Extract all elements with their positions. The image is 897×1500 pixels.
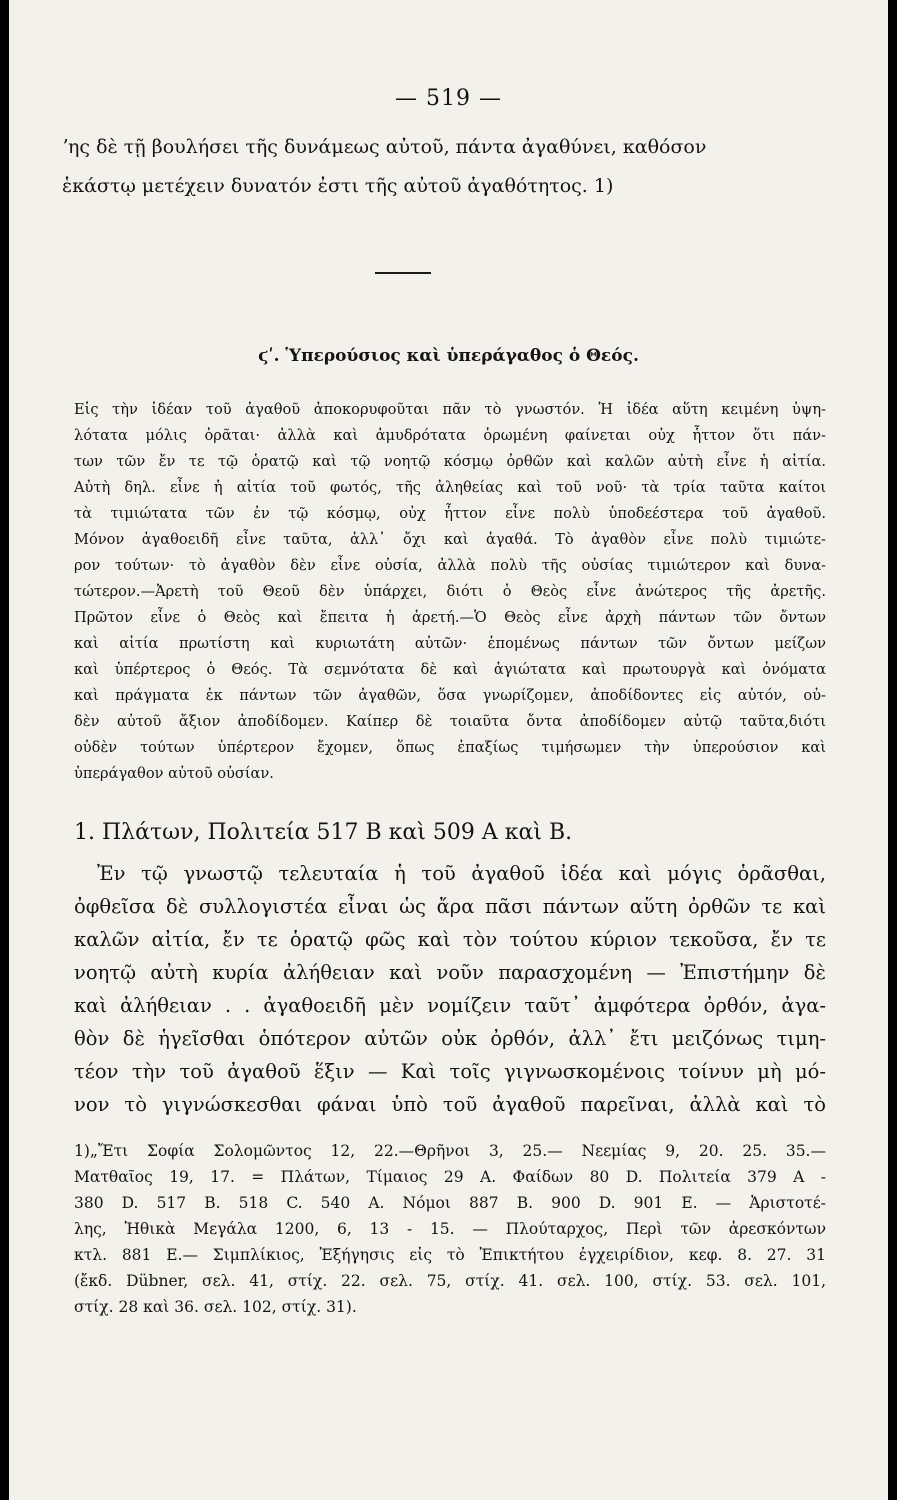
body-line: καὶ αἰτία πρωτίστη καὶ κυριωτάτη αὐτῶν· ἑπομένως πάντων τῶν ὄντων μείζων [74,635,826,652]
body-line: ὑπεράγαθον αὐτοῦ οὐσίαν. [74,765,274,782]
body-line: Μόνον ἀγαθοειδῆ εἶνε ταῦτα, ἀλλ᾽ ὄχι καὶ ἀγαθά. Τὸ ἀγαθὸν εἶνε πολὺ τιμιώτε- [74,531,826,548]
reference-line: Ματθαῖος 19, 17. = Πλάτων, Τίμαιος 29 Α. Φαίδων 80 D. Πολιτεία 379 Α - [74,1168,826,1186]
page-number: — 519 — [395,86,502,111]
quote-line: νον τὸ γιγνώσκεσθαι φάναι ὑπὸ τοῦ ἀγαθοῦ παρεῖναι, ἀλλὰ καὶ τὸ [74,1093,826,1116]
body-line: Εἰς τὴν ἰδέαν τοῦ ἀγαθοῦ ἀποκορυφοῦται πᾶν τὸ γνωστόν. Ἡ ἰδέα αὕτη κειμένη ὑψη- [74,401,826,418]
quote-line: καὶ ἀλήθειαν . . ἀγαθοειδῆ μὲν νομίζειν ταῦτ᾽ ἀμφότερα ὀρθόν, ἀγα- [74,994,826,1017]
quote-line: νοητῷ αὐτὴ κυρία ἀλήθειαν καὶ νοῦν παρασχομένη — Ἐπιστήμην δὲ [74,961,826,984]
reference-line: λης, Ἠθικὰ Μεγάλα 1200, 6, 13 - 15. — Πλούταρχος, Περὶ τῶν ἀρεσκόντων [74,1220,826,1238]
reference-line: 1)„Ἔτι Σοφία Σολομῶντος 12, 22.—Θρῆνοι 3, 25.— Νεεμίας 9, 20. 25. 35.— [74,1142,826,1160]
reference-line: στίχ. 28 καὶ 36. σελ. 102, στίχ. 31). [74,1298,357,1316]
reference-line: (ἔκδ. Dübner, σελ. 41, στίχ. 22. σελ. 75, στίχ. 41. σελ. 100, στίχ. 53. σελ. 101, [74,1272,826,1290]
body-line: τώτερον.—Ἀρετὴ τοῦ Θεοῦ δὲν ὑπάρχει, διότι ὁ Θεὸς εἶνε ἀνώτερος τῆς ἀρετῆς. [74,583,826,600]
scanned-page [9,0,888,1500]
quote-line: ὀφθεῖσα δὲ συλλογιστέα εἶναι ὡς ἄρα πᾶσι πάντων αὕτη ὀρθῶν τε καὶ [74,895,826,918]
section-divider [375,272,431,274]
body-line: τὰ τιμιώτατα τῶν ἐν τῷ κόσμῳ, οὐχ ἧττον εἶνε πολὺ ὑποδεέστερα τοῦ ἀγαθοῦ. [74,505,826,522]
body-line: δὲν αὐτοῦ ἄξιον ἀποδίδομεν. Καίπερ δὲ τοιαῦτα ὄντα ἀποδίδομεν αὐτῷ ταῦτα,διότι [74,713,826,730]
body-line: καὶ ὑπέρτερος ὁ Θεός. Τὰ σεμνότατα δὲ καὶ ἁγιώτατα καὶ πρωτουργὰ καὶ ὀνόματα [74,661,826,678]
section-heading: ϛʹ. Ὑπερούσιος καὶ ὑπεράγαθος ὁ Θεός. [258,346,639,366]
body-line: των τῶν ἔν τε τῷ ὁρατῷ καὶ τῷ νοητῷ κόσμῳ ὀρθῶν καὶ καλῶν αὐτὴ εἶνε ἡ αἰτία. [74,453,826,470]
intro-line: ἑκάστῳ μετέχειν δυνατόν ἐστι τῆς αὐτοῦ ἀγαθότητος. 1) [62,175,614,197]
body-line: Πρῶτον εἶνε ὁ Θεὸς καὶ ἔπειτα ἡ ἀρετή.—Ὁ Θεὸς εἶνε ἀρχὴ πάντων τῶν ὄντων [74,609,826,626]
quote-line: Ἐν τῷ γνωστῷ τελευταία ἡ τοῦ ἀγαθοῦ ἰδέα καὶ μόγις ὁρᾶσθαι, [97,862,826,885]
reference-line: 380 D. 517 Β. 518 C. 540 Α. Νόμοι 887 Β. 900 D. 901 Ε. — Ἀριστοτέ- [74,1194,826,1212]
body-line: ρον τούτων· τὸ ἀγαθὸν δὲν εἶνε οὐσία, ἀλλὰ πολὺ τῆς οὐσίας τιμιώτερον καὶ δυνα- [74,557,826,574]
quote-line: καλῶν αἰτία, ἔν τε ὁρατῷ φῶς καὶ τὸν τούτου κύριον τεκοῦσα, ἔν τε [74,928,826,951]
body-line: λότατα μόλις ὁρᾶται· ἀλλὰ καὶ ἀμυδρότατα ὁρωμένη φαίνεται οὐχ ἧττον ὅτι πάν- [74,427,826,444]
footnote-source-title: 1. Πλάτων, Πολιτεία 517 Β καὶ 509 Α καὶ Β. [74,820,573,845]
body-line: Αὐτὴ δηλ. εἶνε ἡ αἰτία τοῦ φωτός, τῆς ἀληθείας καὶ τοῦ νοῦ· τὰ τρία ταῦτα καίτοι [74,479,826,496]
body-line: οὐδὲν τούτων ὑπέρτερον ἔχομεν, ὅπως ἐπαξίως τιμήσωμεν τὴν ὑπερούσιον καὶ [74,739,826,756]
reference-line: κτλ. 881 Ε.— Σιμπλίκιος, Ἐξήγησις εἰς τὸ Ἐπικτήτου ἐγχειρίδιον, κεφ. 8. 27. 31 [74,1246,826,1264]
quote-line: τέον τὴν τοῦ ἀγαθοῦ ἕξιν — Καὶ τοῖς γιγνωσκομένοις τοίνυν μὴ μό- [74,1060,826,1083]
intro-line: ʼης δὲ τῇ βουλήσει τῆς δυνάμεως αὐτοῦ, πάντα ἀγαθύνει, καθόσον [62,136,707,158]
quote-line: θὸν δὲ ἡγεῖσθαι ὁπότερον αὐτῶν οὐκ ὀρθόν, ἀλλ᾽ ἔτι μειζόνως τιμη- [74,1027,826,1050]
body-line: καὶ πράγματα ἐκ πάντων τῶν ἀγαθῶν, ὅσα γνωρίζομεν, ἀποδίδοντες εἰς αὐτόν, οὐ- [74,687,826,704]
